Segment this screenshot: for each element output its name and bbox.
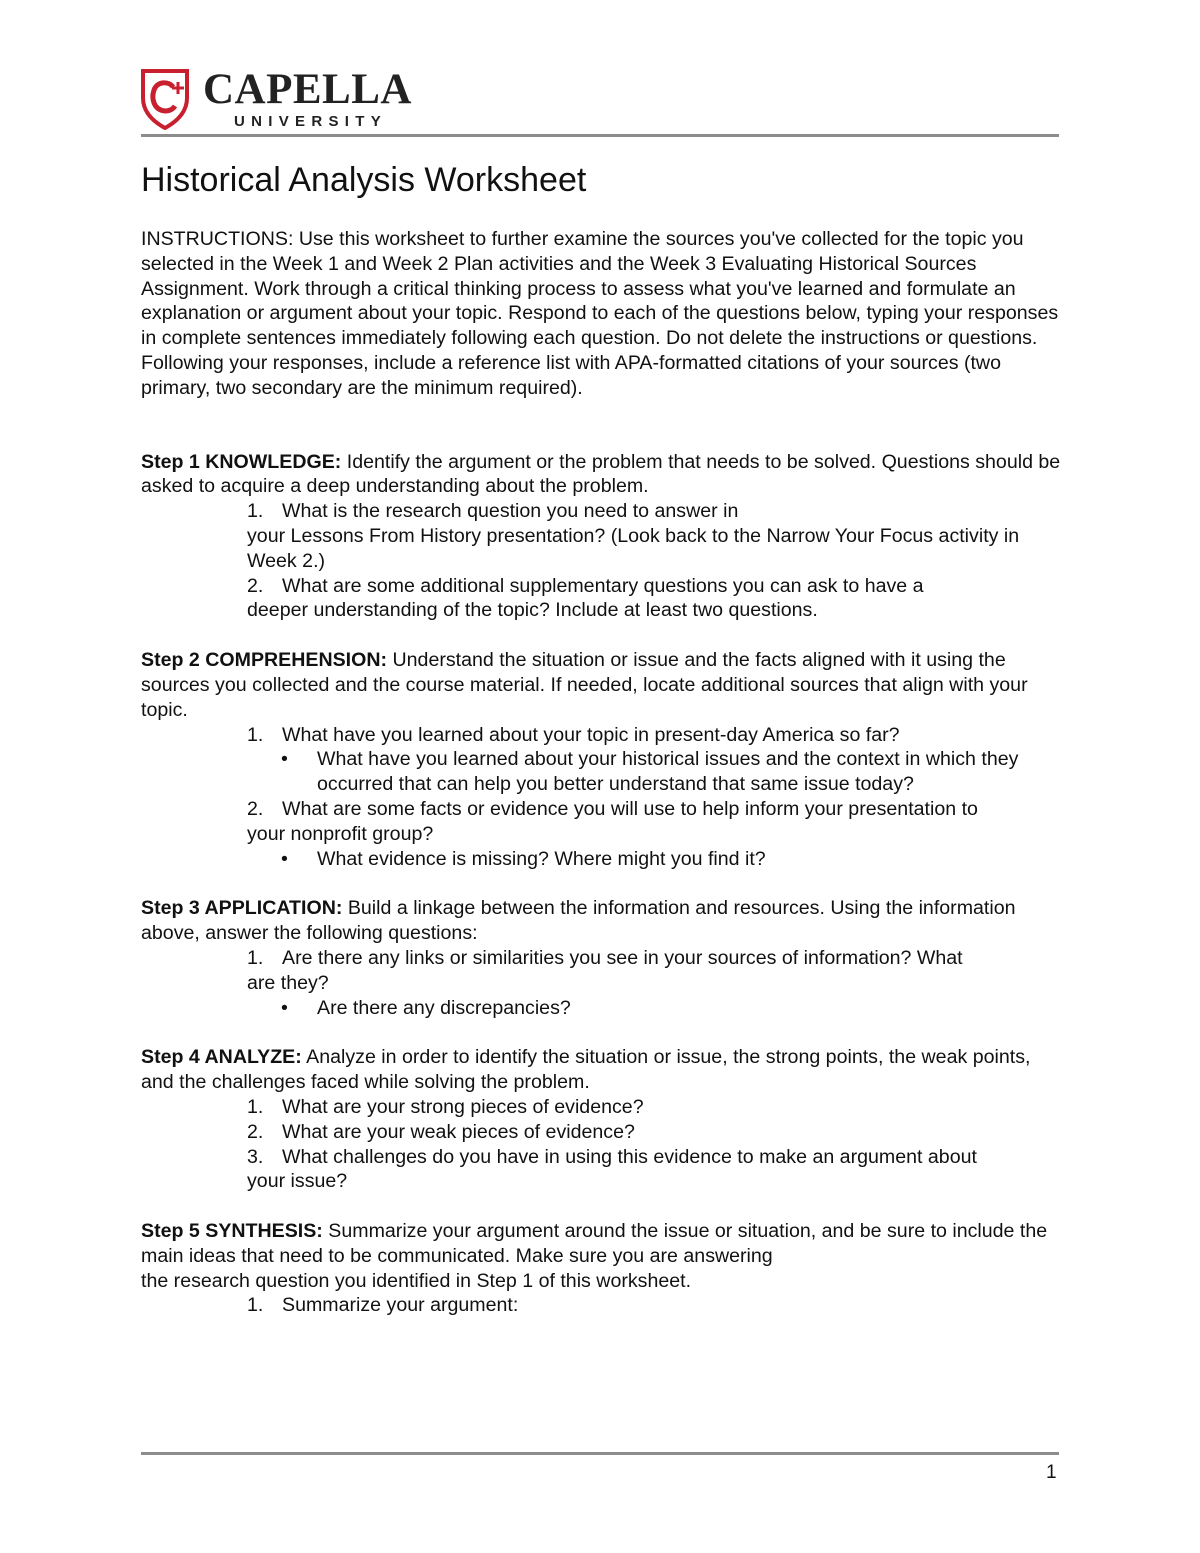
question-text: What are some additional supplementary questions you can ask to have a — [282, 574, 924, 597]
step-label: Step 1 KNOWLEDGE: — [141, 450, 342, 473]
question-text: What are your weak pieces of evidence? — [282, 1120, 635, 1143]
bullet-icon: • — [281, 847, 288, 870]
bullet-icon: • — [281, 996, 288, 1019]
step-label: Step 3 APPLICATION: — [141, 897, 343, 920]
question-text-cont: deeper understanding of the topic? Include at least two questions. — [247, 599, 818, 622]
question-text: What is the research question you need to answer in — [282, 500, 739, 523]
question-number: 1. — [247, 946, 264, 969]
question-number: 3. — [247, 1145, 264, 1168]
step-text-cont: the research question you identified in Step 1 of this worksheet. — [141, 1269, 692, 1292]
bullet-item — [141, 996, 1066, 1021]
step-5 — [141, 1219, 1066, 1318]
bullet-text: What have you learned about your historical issues and the context in which they occurred that can help you better understand that same issue today? — [317, 748, 1019, 796]
question-number: 2. — [247, 574, 264, 597]
bullet-item — [141, 847, 1066, 872]
step-4 — [141, 1045, 1066, 1194]
question-number: 1. — [247, 1294, 264, 1317]
bullet-item — [141, 747, 1066, 797]
footer-rule — [141, 1452, 1059, 1455]
step-text: Analyze in order to identify the situation or issue, the strong points, the weak points, and the challenges faced while solving the problem. — [141, 1046, 1031, 1094]
question-item — [141, 499, 1066, 573]
question-item — [141, 1293, 1066, 1318]
question-text-cont: are they? — [247, 971, 329, 994]
question-text-cont: your nonprofit group? — [247, 822, 434, 845]
brand-subtitle: UNIVERSITY — [234, 113, 388, 130]
question-item — [141, 1095, 1066, 1120]
capella-shield-icon — [140, 68, 190, 130]
question-number: 2. — [247, 797, 264, 820]
question-text: What have you learned about your topic in present-day America so far? — [282, 723, 900, 746]
question-item — [141, 723, 1066, 748]
step-label: Step 4 ANALYZE: — [141, 1046, 302, 1069]
step-label: Step 2 COMPREHENSION: — [141, 649, 388, 672]
step-1 — [141, 450, 1066, 624]
question-text-cont: your Lessons From History presentation? (Look back to the Narrow Your Focus activity in Week 2.) — [247, 524, 1020, 572]
question-item — [141, 797, 1066, 847]
instructions-paragraph: INSTRUCTIONS: Use this worksheet to further examine the sources you've collected for the topic you selected in the Week 1 and Week 2 Plan activities and the Week 3 Evaluating Historical Sources Assignment. Work through a critical thinking process to assess what you've learned and formulate an explanation or argument about your topic. Respond to each of the questions below, typing your responses in complete sentences immediately following each question. Do not delete the instructions or questions. Following your responses, include a reference list with APA-formatted citations of your sources (two primary, two secondary are the minimum required). — [141, 228, 1059, 399]
question-number: 1. — [247, 500, 264, 523]
step-text: Identify the argument or the problem that needs to be solved. Questions should be asked to acquire a deep understanding about the problem. — [141, 450, 1061, 498]
step-2 — [141, 648, 1066, 871]
question-text: Are there any links or similarities you see in your sources of information? What — [282, 946, 963, 969]
bullet-text: Are there any discrepancies? — [317, 996, 571, 1019]
question-text: Summarize your argument: — [282, 1294, 519, 1317]
header-rule — [141, 134, 1059, 137]
step-label: Step 5 SYNTHESIS: — [141, 1220, 323, 1243]
bullet-text: What evidence is missing? Where might you find it? — [317, 847, 766, 870]
question-text: What challenges do you have in using this evidence to make an argument about — [282, 1145, 977, 1168]
question-text: What are some facts or evidence you will use to help inform your presentation to — [282, 797, 978, 820]
question-item — [141, 1120, 1066, 1145]
bullet-icon: • — [281, 748, 288, 771]
page-number: 1 — [1046, 1462, 1057, 1483]
question-text: What are your strong pieces of evidence? — [282, 1095, 644, 1118]
question-number: 1. — [247, 723, 264, 746]
page-title: Historical Analysis Worksheet — [141, 161, 587, 199]
brand-name: CAPELLA — [203, 66, 412, 113]
step-3 — [141, 896, 1066, 1020]
question-item — [141, 574, 1066, 624]
question-item — [141, 946, 1066, 996]
question-text-cont: your issue? — [247, 1170, 348, 1193]
step-text: Build a linkage between the information and resources. Using the information above, answer the following questions: — [141, 897, 1016, 945]
question-number: 1. — [247, 1095, 264, 1118]
question-item — [141, 1145, 1066, 1195]
question-number: 2. — [247, 1120, 264, 1143]
step-text: Summarize your argument around the issue or situation, and be sure to include the main ideas that need to be communicated. Make sure you are answering — [141, 1220, 1048, 1267]
capella-logo — [140, 68, 440, 132]
document-body — [141, 227, 1066, 1318]
step-text: Understand the situation or issue and the facts aligned with it using the sources you collected and the course material. If needed, locate additional sources that align with your topic. — [141, 649, 1028, 721]
